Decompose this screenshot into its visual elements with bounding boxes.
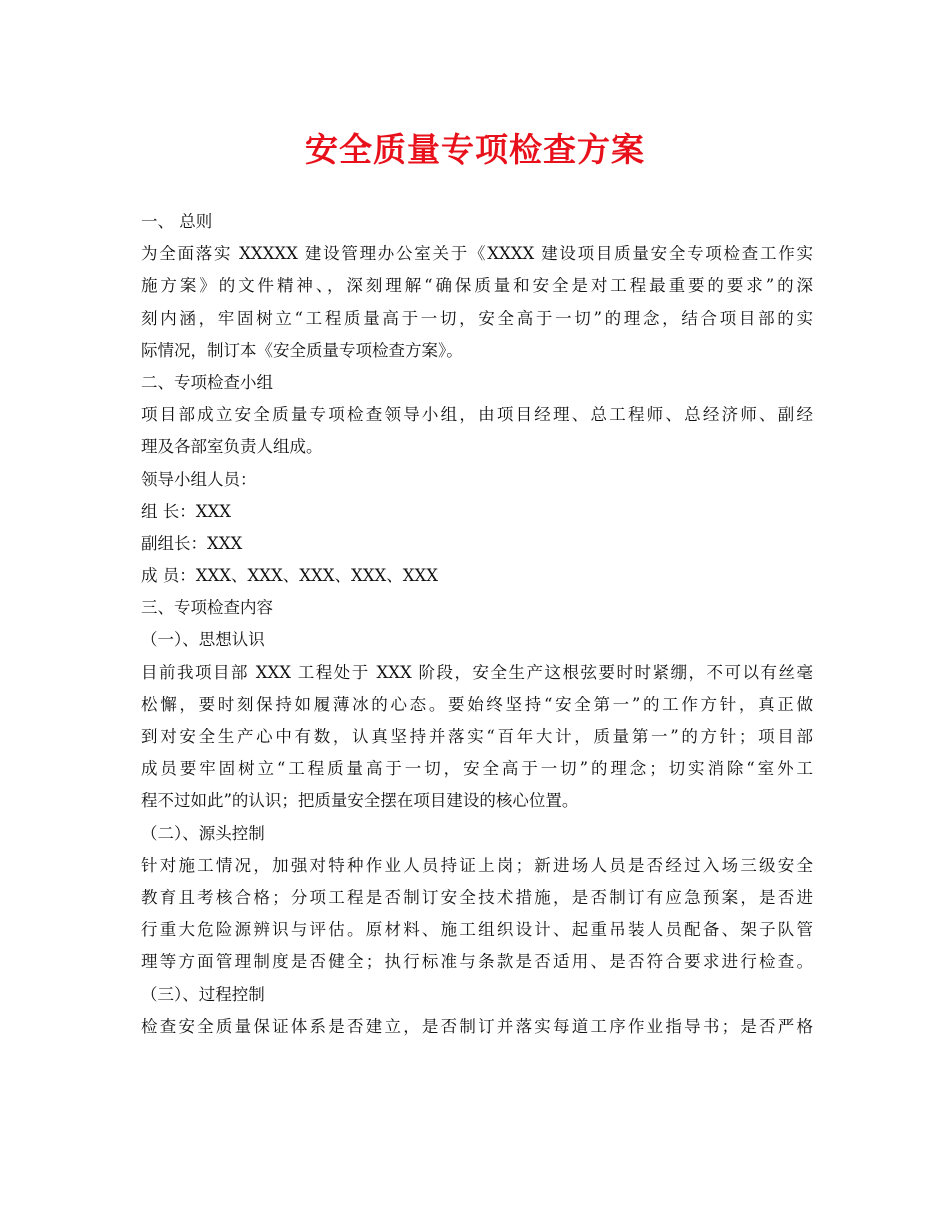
text-line: 目前我项目部 XXX 工程处于 XXX 阶段，安全生产这根弦要时时紧绷，不可以有丝毫 [141, 662, 813, 682]
text-line: 刻内涵，牢固树立“工程质量高于一切，安全高于一切”的理念，结合项目部的实 [141, 308, 813, 328]
text-line: 成员要牢固树立“工程质量高于一切，安全高于一切”的理念；切实消除“室外工 [141, 759, 813, 779]
text-line: 到对安全生产心中有数，认真坚持并落实“百年大计，质量第一”的方针；项目部 [141, 727, 813, 746]
text-line: 三、专项检查内容 [141, 598, 273, 618]
text-line: 检查安全质量保证体系是否建立，是否制订并落实每道工序作业指导书；是否严格 [141, 1016, 813, 1036]
text-line: 理等方面管理制度是否健全；执行标准与条款是否适用、是否符合要求进行检查。 [141, 952, 813, 972]
text-line: 为全面落实 XXXXX 建设管理办公室关于《XXXX 建设项目质量安全专项检查工作实 [141, 244, 813, 264]
text-line: 领导小组人员： [141, 469, 257, 489]
text-line: 成 员：XXX、XXX、XXX、XXX、XXX [141, 566, 438, 586]
text-line: 针对施工情况，加强对特种作业人员持证上岗；新进场人员是否经过入场三级安全 [141, 855, 813, 875]
text-line: 组 长：XXX [141, 501, 231, 521]
text-line: 理及各部室负责人组成。 [141, 437, 323, 457]
document-title: 安全质量专项检查方案 [305, 130, 645, 169]
text-line: 一、 总则 [141, 212, 213, 231]
text-line: 际情况，制订本《安全质量专项检查方案》。 [141, 340, 463, 360]
text-line: 二、专项检查小组 [141, 372, 273, 392]
text-line: （一）、思想认识 [141, 630, 265, 650]
text-line: 教育且考核合格；分项工程是否制订安全技术措施，是否制订有应急预案，是否进 [141, 887, 813, 907]
text-line: （二）、源头控制 [141, 823, 265, 843]
text-line: 施方案》的文件精神、，深刻理解“确保质量和安全是对工程最重要的要求”的深 [141, 276, 813, 296]
document-body [141, 206, 813, 1043]
text-line: （三）、过程控制 [141, 984, 265, 1004]
text-line: 行重大危险源辨识与评估。原材料、施工组织设计、起重吊装人员配备、架子队管 [141, 920, 813, 940]
text-line: 副组长：XXX [141, 533, 243, 553]
text-line: 松懈，要时刻保持如履薄冰的心态。要始终坚持“安全第一”的工作方针，真正做 [141, 694, 813, 714]
text-line: 程不过如此”的认识；把质量安全摆在项目建设的核心位置。 [141, 791, 579, 811]
text-line: 项目部成立安全质量专项检查领导小组，由项目经理、总工程师、总经济师、副经 [141, 405, 813, 425]
